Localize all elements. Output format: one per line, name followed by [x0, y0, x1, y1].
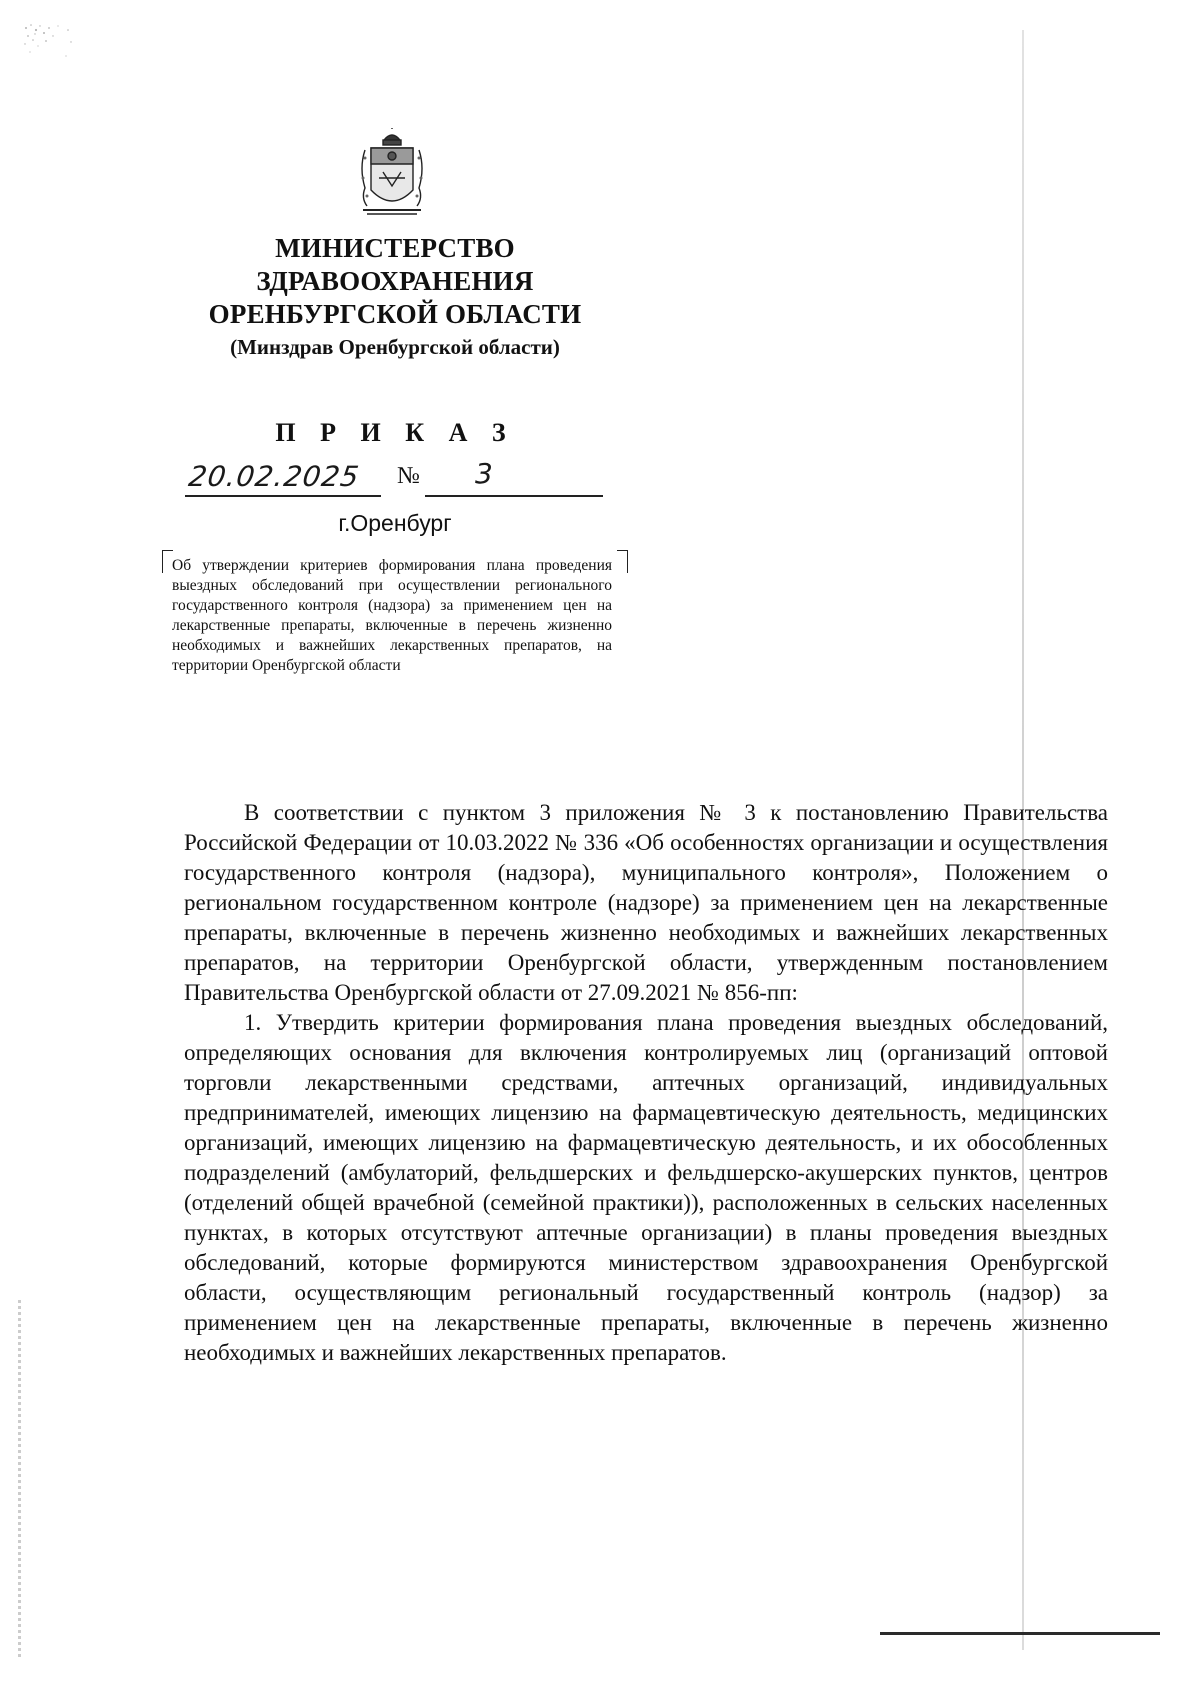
number-underline [425, 495, 603, 497]
scan-edge-line-left [18, 1300, 21, 1660]
document-type-title: П Р И К А З [275, 418, 515, 447]
handwritten-date: 20.02.2025 [186, 460, 362, 493]
org-name-line-1: МИНИСТЕРСТВО [275, 233, 515, 263]
scan-noise [22, 22, 74, 72]
subject-text: Об утверждении критериев формирования плана проведения выездных обследований при осуществлении регионального государственного контроля (надзора) за применением цен на лекарственные препараты, включенные в перечень жизненно необходимых и важнейших лекарственных препаратов, на территории Оренбургской области [172, 557, 612, 674]
body-paragraph-1: В соответствии с пунктом 3 приложения № 3 к постановлению Правительства Российской Федерации от 10.03.2022 № 336 «Об особенностях организации и осуществления государственного контроля (надзора), муниципального контроля», Положением о региональном государственном контроле (надзоре) за применением цен на лекарственные препараты, включенные в перечень жизненно необходимых и важнейших лекарственных препаратов, на территории Оренбургской области, утвержденным постановлением Правительства Оренбургской области от 27.09.2021 № 856-пп: [184, 800, 1108, 1005]
document-body [184, 798, 1108, 1368]
body-paragraph-2: 1. Утвердить критерии формирования плана проведения выездных обследований, определяющих основания для включения контролируемых лиц (организаций оптовой торговли лекарственными средствами, аптечных организаций, индивидуальных предпринимателей, имеющих лицензию на фармацевтическую деятельность, медицинских организаций, имеющих лицензию на фармацевтическую деятельность, и их обособленных подразделений (амбулаторий, фельдшерских и фельдшерско-акушерских пунктов, центров (отделений общей врачебной (семейной практики)), расположенных в сельских населенных пунктах, в которых отсутствуют аптечные организации) в планы проведения выездных обследований, которые формируются министерством здравоохранения Оренбургской области, осуществляющим региональный государственный контроль (надзор) за применением цен на лекарственные препараты, включенные в перечень жизненно необходимых и важнейших лекарственных препаратов. [184, 1010, 1108, 1365]
city: г.Оренбург [338, 510, 452, 536]
scan-edge-line-bottom [880, 1632, 1160, 1635]
number-sign: № [397, 463, 420, 489]
subject-block [172, 556, 612, 676]
org-name-line-2: ЗДРАВООХРАНЕНИЯ [256, 266, 534, 296]
letterhead [160, 232, 630, 362]
org-abbreviation: (Минздрав Оренбургской области) [230, 335, 560, 359]
org-name-line-3: ОРЕНБУРГСКОЙ ОБЛАСТИ [208, 299, 582, 329]
coat-of-arms-emblem [357, 128, 427, 220]
date-underline [185, 495, 381, 497]
subject-bracket-right [617, 550, 628, 573]
date-number-row [185, 457, 605, 500]
handwritten-number: 3 [475, 457, 493, 490]
subject-bracket-left [162, 550, 173, 573]
